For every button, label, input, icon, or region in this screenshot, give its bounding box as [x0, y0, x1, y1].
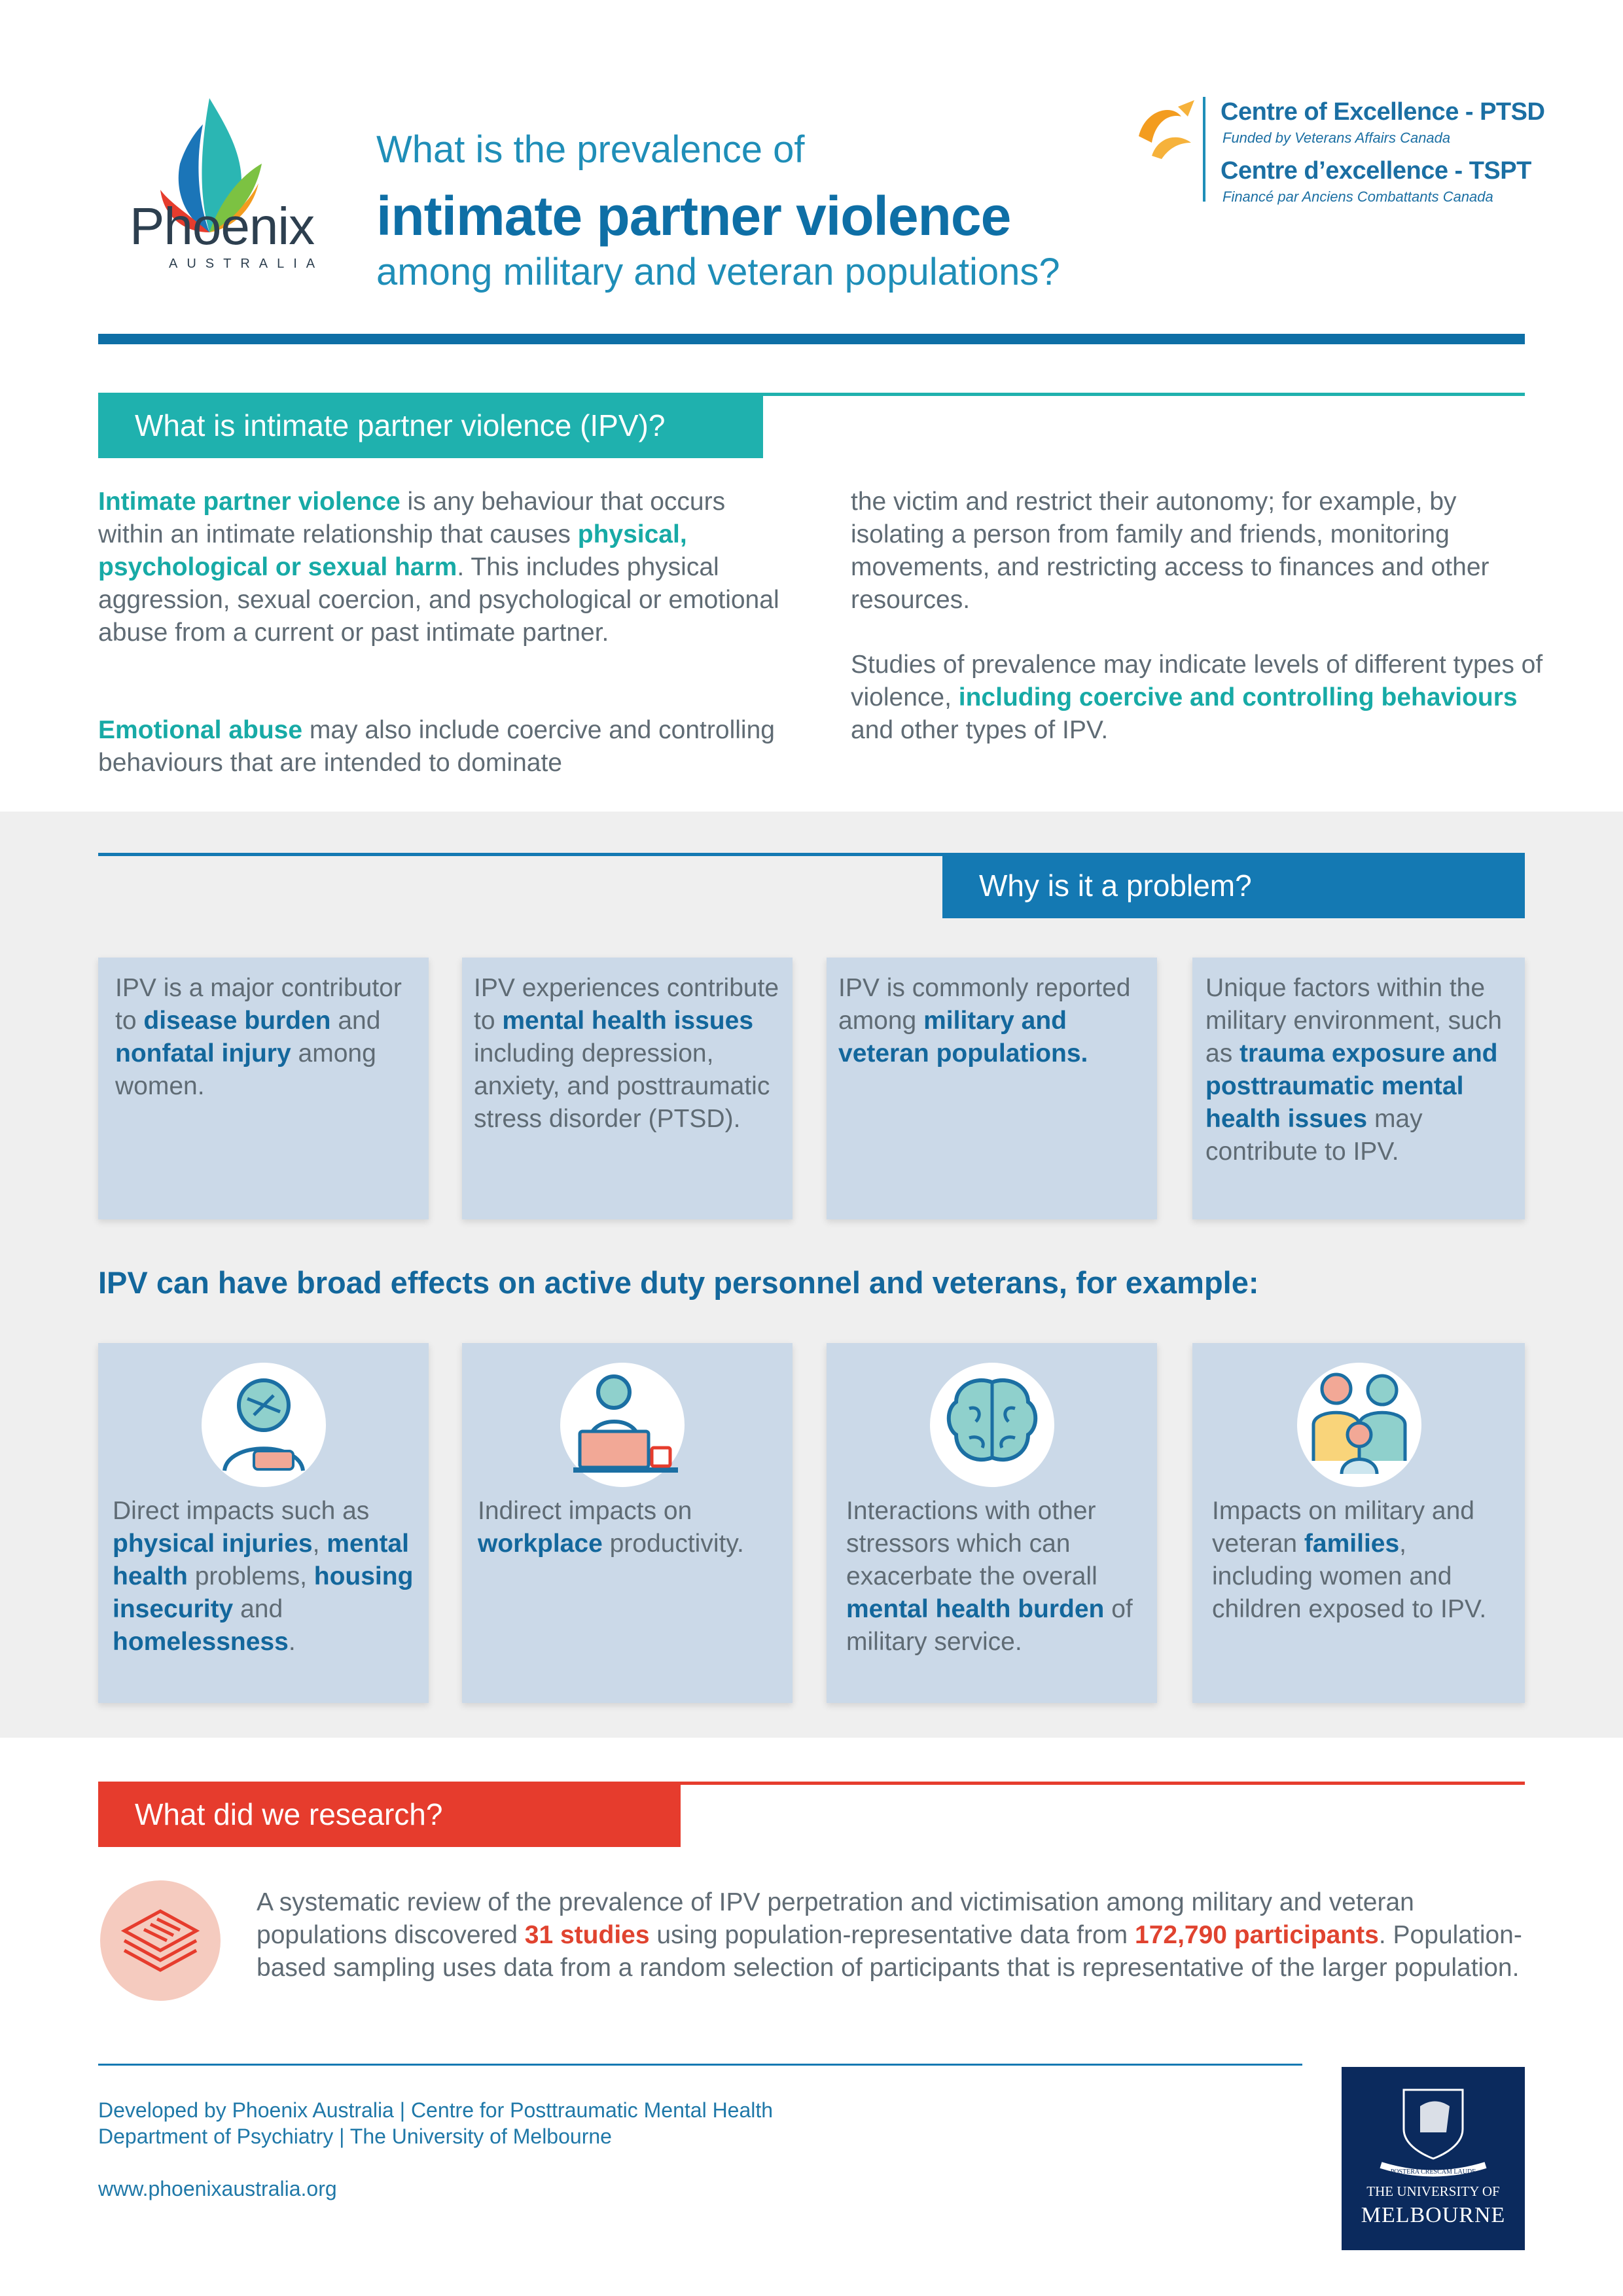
text-span: .	[288, 1628, 296, 1656]
uom-motto: POSTERA CRESCAM LAUDE	[1390, 2168, 1476, 2176]
highlight: physical injuries	[113, 1530, 313, 1558]
highlight-emotional-abuse: Emotional abuse	[98, 716, 303, 744]
text-span: IPV experiences contribute to	[474, 974, 779, 1035]
text-span: , including women and children exposed to IPV.	[1212, 1530, 1487, 1623]
family-icon	[1297, 1363, 1421, 1487]
highlight: trauma exposure and posttraumatic mental health issues	[1205, 1039, 1498, 1133]
highlight: workplace	[478, 1530, 603, 1558]
text-span: Indirect impacts on	[478, 1497, 692, 1525]
problem-card	[98, 958, 429, 1219]
text-span: ,	[312, 1530, 327, 1558]
problem-card	[462, 958, 793, 1219]
section-heading-ipv: What is intimate partner violence (IPV)?	[98, 393, 763, 458]
highlight: disease burden	[143, 1007, 331, 1035]
phoenix-logo-name: Phoenix	[130, 197, 315, 255]
text-span: A systematic review of the prevalence of IPV perpetration and victimisation among military and veteran populations discovered	[257, 1888, 1414, 1949]
effects-heading: IPV can have broad effects on active duty personnel and veterans, for example:	[98, 1265, 1259, 1300]
phoenix-logo-subtitle: AUSTRALIA	[169, 257, 325, 271]
title-suffix: among military and veteran populations?	[376, 251, 1060, 293]
effect-card-text	[846, 1495, 1147, 1659]
text-span: including depression, anxiety, and posttraumatic stress disorder (PTSD).	[474, 1039, 770, 1133]
text-span: may contribute to IPV.	[1205, 1105, 1423, 1166]
effect-card	[827, 1343, 1157, 1703]
highlight: families	[1304, 1530, 1400, 1558]
centre-of-excellence-logo-icon	[1132, 97, 1211, 162]
highlight: homelessness	[113, 1628, 289, 1656]
problem-card-text	[1205, 972, 1512, 1168]
text-span: of military service.	[846, 1595, 1133, 1656]
brain-icon	[930, 1363, 1054, 1487]
header-rule	[98, 334, 1525, 344]
effect-card-text	[478, 1495, 785, 1560]
emotional-abuse-continued-paragraph: the victim and restrict their autonomy; for example, by isolating a person from family and friends, monitoring movements, and restricting access to finances and other resources.	[851, 488, 1489, 614]
section-heading-problem: Why is it a problem?	[942, 853, 1525, 918]
text-span: IPV is a major contributor to	[115, 974, 402, 1035]
laptop-worker-icon	[560, 1363, 685, 1487]
highlight-participants: 172,790 participants	[1135, 1921, 1379, 1949]
problem-card-text	[474, 972, 781, 1136]
effect-card	[1192, 1343, 1525, 1703]
effect-card	[462, 1343, 793, 1703]
text-span: and other types of IPV.	[851, 716, 1109, 744]
text-span: Interactions with other stressors which can exacerbate the overall	[846, 1497, 1097, 1590]
footer-rule	[98, 2064, 1302, 2066]
injured-person-icon	[202, 1363, 326, 1487]
coe-name-en: Centre of Excellence - PTSD	[1221, 98, 1545, 126]
highlight: mental health	[113, 1530, 409, 1590]
text-span: and	[233, 1595, 283, 1623]
text-span: is any behaviour that occurs within an intimate relationship that causes	[98, 488, 726, 548]
title-prefix: What is the prevalence of	[376, 128, 805, 171]
uom-name-line1: THE UNIVERSITY OF	[1366, 2183, 1500, 2199]
footer-website-link[interactable]: www.phoenixaustralia.org	[98, 2177, 337, 2200]
highlight-harm: physical, psychological or sexual harm	[98, 520, 687, 581]
text-span: Direct impacts such as	[113, 1497, 370, 1525]
text-span: Studies of prevalence may indicate levels of different types of violence,	[851, 651, 1543, 711]
text-span: using population-representative data from	[649, 1921, 1135, 1949]
prevalence-studies-paragraph	[851, 649, 1544, 747]
uom-crest-icon	[1342, 2067, 1525, 2185]
effect-card	[98, 1343, 429, 1703]
highlight: mental health issues	[502, 1007, 754, 1035]
research-summary	[257, 1886, 1533, 1984]
highlight-ipv: Intimate partner violence	[98, 488, 401, 516]
text-span: Impacts on military and veteran	[1212, 1497, 1474, 1558]
text-span: problems,	[187, 1562, 314, 1590]
text-span: among women.	[115, 1039, 376, 1100]
text-span: may also include coercive and controlling behaviours that are intended to dominate	[98, 716, 775, 777]
ipv-definition-paragraph	[98, 486, 792, 649]
section-heading-research: What did we research?	[98, 1782, 681, 1847]
emotional-abuse-paragraph	[98, 714, 792, 780]
effect-card-text	[1212, 1495, 1513, 1626]
problem-card-text	[115, 972, 412, 1103]
highlight: military and veteran populations.	[838, 1007, 1088, 1067]
text-span: Unique factors within the military environment, such as	[1205, 974, 1502, 1067]
problem-card	[827, 958, 1157, 1219]
text-span: . This includes physical aggression, sexual coercion, and psychological or emotional abuse from a current or past intimate partner.	[98, 553, 779, 647]
logo-divider	[1203, 97, 1205, 202]
coe-name-fr: Centre d’excellence - TSPT	[1221, 157, 1531, 185]
highlight: housing insecurity	[113, 1562, 414, 1623]
documents-icon	[98, 1878, 223, 2003]
text-span: . Population-based sampling uses data from a random selection of participants that is representative of the larger population.	[257, 1921, 1522, 1982]
problem-card	[1192, 958, 1525, 1219]
page-title: intimate partner violence	[376, 185, 1011, 247]
footer-department: Department of Psychiatry | The University of Melbourne	[98, 2125, 612, 2148]
text-span: and	[330, 1007, 381, 1035]
coe-funded-fr: Financé par Anciens Combattants Canada	[1222, 188, 1493, 205]
highlight: nonfatal injury	[115, 1039, 291, 1067]
highlight: mental health burden	[846, 1595, 1105, 1623]
text-span: IPV is commonly reported among	[838, 974, 1131, 1035]
coe-funded-en: Funded by Veterans Affairs Canada	[1222, 130, 1451, 146]
highlight-coercive: including coercive and controlling behaviours	[958, 683, 1518, 711]
effect-card-text	[113, 1495, 420, 1659]
text-span: productivity.	[602, 1530, 744, 1558]
uom-name-line2: MELBOURNE	[1361, 2203, 1506, 2227]
problem-card-text	[838, 972, 1145, 1070]
footer-developed-by: Developed by Phoenix Australia | Centre for Posttraumatic Mental Health	[98, 2098, 774, 2122]
highlight-studies: 31 studies	[524, 1921, 650, 1949]
